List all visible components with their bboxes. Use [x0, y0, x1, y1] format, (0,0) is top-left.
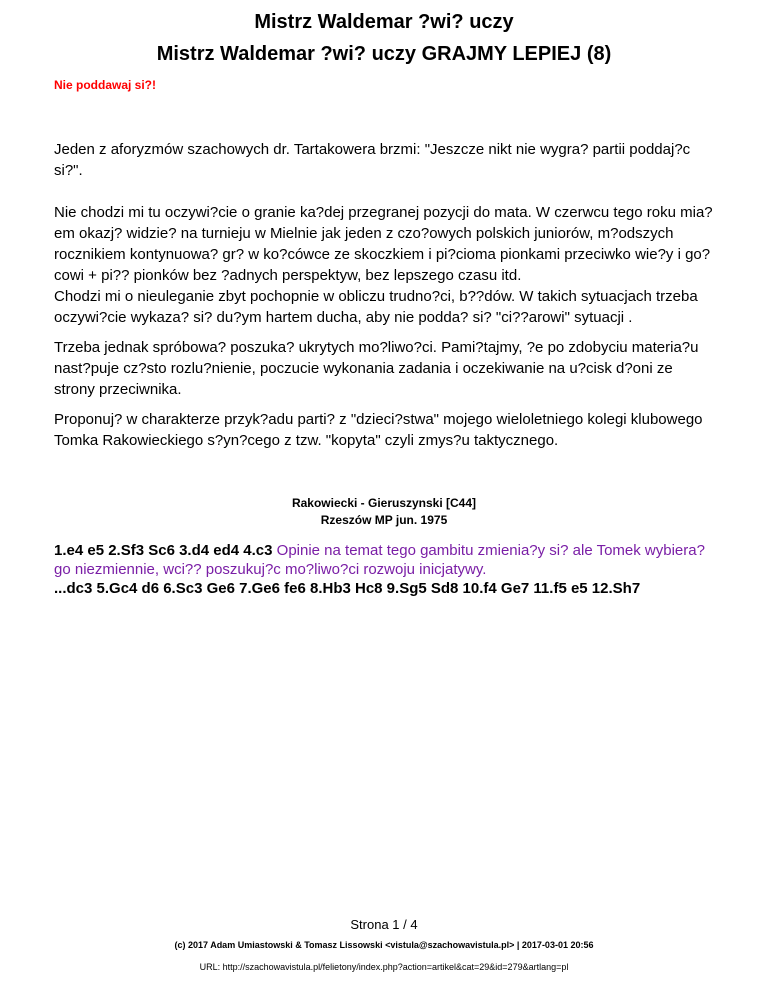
paragraph-3: Chodzi mi o nieuleganie zbyt pochopnie w obliczu trudno?ci, b??dów. W takich sytuacjach trzeba oczywi?cie wykaza? si? du?ym hartem ducha, aby nie podda? si? "ci??arowi" sytuacji . — [54, 288, 698, 326]
article-title: Mistrz Waldemar ?wi? uczy GRAJMY LEPIEJ (8) — [156, 43, 612, 65]
moves-opening: 1.e4 e5 2.Sf3 Sc6 3.d4 ed4 4.c3 — [54, 542, 273, 559]
move-comment: Opinie na temat tego gambitu zmienia?y si? ale Tomek wybiera? go niezmiennie, wci?? poszukuj?c mo?liwo?ci rozwoju inicjatywy. — [54, 542, 705, 578]
game-event: Rzeszów MP jun. 1975 — [320, 513, 448, 527]
copyright-line: (c) 2017 Adam Umiastowski & Tomasz Lissowski <vistula@szachowavistula.pl> | 2017-03-01 20:56 — [174, 940, 594, 950]
document-title: Mistrz Waldemar ?wi? uczy — [254, 11, 514, 33]
paragraph-2: Nie chodzi mi tu oczywi?cie o granie ka?dej przegranej pozycji do mata. W czerwcu tego roku mia?em okazj? widzie? na turnieju w Mielnie jak jeden z czo?owych polskich juniorów, m?odszych rocznikiem kontynuowa? gr? w ko?cówce ze skoczkiem i pi?cioma pionkami przeciwko wie?y i go?cowi + pi?? pionków bez ?adnych perspektyw, bez lepszego czasu itd. — [54, 204, 713, 284]
page-number: Strona 1 / 4 — [350, 917, 418, 932]
source-url: URL: http://szachowavistula.pl/felietony/index.php?action=artikel&cat=29&id=279&artlang=pl — [199, 962, 569, 972]
game-moves — [54, 541, 714, 598]
article-subtitle: Nie poddawaj si?! — [54, 78, 157, 92]
paragraph-4: Trzeba jednak spróbowa? poszuka? ukrytych mo?liwo?ci. Pami?tajmy, ?e po zdobyciu materia?u nast?puje cz?sto rozlu?nienie, poczucie wykonania zadania i oczekiwanie na u?cisk d?oni ze strony przeciwnika. — [54, 339, 699, 398]
paragraph-1: Jeden z aforyzmów szachowych dr. Tartakowera brzmi: "Jeszcze nikt nie wygra? partii poddaj?c si?". — [54, 141, 691, 179]
game-players: Rakowiecki - Gieruszynski [C44] — [291, 496, 477, 510]
moves-continuation: ...dc3 5.Gc4 d6 6.Sc3 Ge6 7.Ge6 fe6 8.Hb3 Hc8 9.Sg5 Sd8 10.f4 Ge7 11.f5 e5 12.Sh7 — [54, 580, 641, 597]
paragraph-5: Proponuj? w charakterze przyk?adu parti? z "dzieci?stwa" mojego wieloletniego kolegi klubowego Tomka Rakowieckiego s?yn?cego z tzw. "kopyta" czyli zmys?u taktycznego. — [54, 411, 703, 449]
